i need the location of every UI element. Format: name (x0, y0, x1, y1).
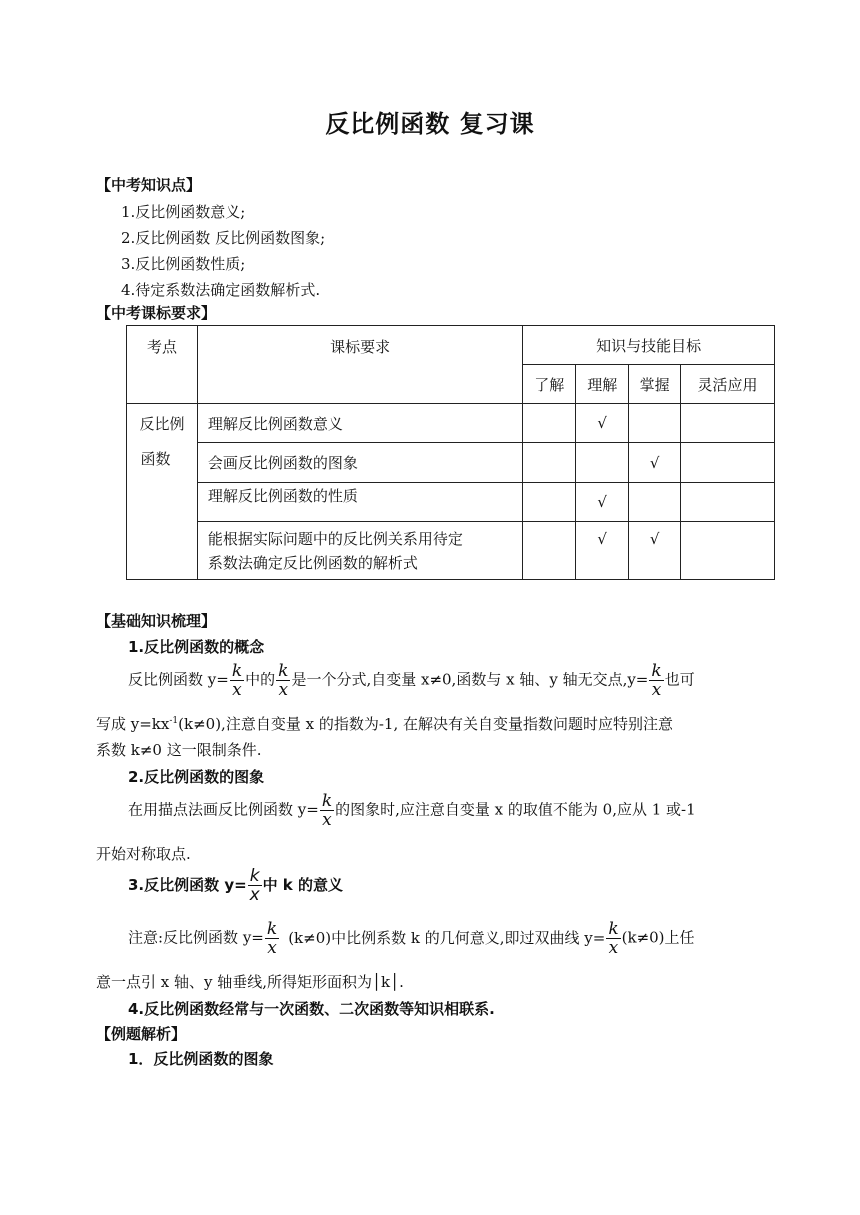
topic-cell (127, 404, 198, 580)
mark-cell (681, 483, 775, 522)
level-liaojie: 了解 (523, 365, 576, 404)
frac-den: x (608, 938, 619, 958)
section-header-basics: 【基础知识梳理】 (96, 612, 217, 630)
para-3-line-1 (128, 920, 695, 957)
mark-cell (523, 404, 576, 443)
mark-cell: √ (576, 404, 629, 443)
mark-cell: √ (576, 522, 629, 580)
mark-cell: √ (576, 483, 629, 522)
mark-cell (523, 483, 576, 522)
mark-cell (681, 404, 775, 443)
level-zhangwo: 掌握 (629, 365, 681, 404)
mark-cell (523, 443, 576, 483)
req-row-4-line-2: 系数法确定反比例函数的解析式 (207, 553, 418, 572)
req-row-4-line-1: 能根据实际问题中的反比例关系用待定 (207, 529, 463, 548)
text-span: 也可 (664, 670, 695, 689)
para-1-line-3: 系数 k≠0 这一限制条件. (96, 741, 262, 759)
level-linghuo: 灵活应用 (681, 365, 775, 404)
text-span: 反比例函数 y= (128, 670, 229, 689)
header-biaozhun: 课标要求 (197, 326, 522, 404)
section-header-standards: 【中考课标要求】 (96, 304, 217, 322)
frac-num: k (249, 866, 260, 886)
fraction-k-over-x (248, 867, 262, 904)
level-lijie: 理解 (576, 365, 629, 404)
mark-cell (576, 443, 629, 483)
fraction-k-over-x (606, 920, 620, 957)
text-span: (k≠0),注意自变量 x 的指数为-1, 在解决有关自变量指数问题时应特别注意 (178, 715, 673, 733)
knowledge-item-2: 2.反比例函数 反比例函数图象; (121, 229, 326, 247)
text-span: (k≠0)中比例系数 k 的几何意义,即过双曲线 y= (288, 928, 606, 947)
mark-cell (629, 483, 681, 522)
req-row-3: 理解反比例函数的性质 (197, 483, 522, 522)
text-span: 中 k 的意义 (262, 876, 343, 894)
mark-cell (523, 522, 576, 580)
para-3-line-2: 意一点引 x 轴、y 轴垂线,所得矩形面积为│k│. (96, 973, 404, 991)
standards-table (126, 325, 775, 580)
fraction-k-over-x (320, 792, 334, 829)
para-1-line-1 (128, 662, 695, 699)
frac-den: x (249, 885, 260, 905)
knowledge-item-4: 4.待定系数法确定函数解析式. (121, 281, 321, 299)
mark-cell: √ (629, 522, 681, 580)
subsection-2-title: 2.反比例函数的图象 (128, 768, 265, 786)
frac-den: x (322, 810, 332, 830)
subsection-3-title (128, 867, 343, 904)
text-span: 在用描点法画反比例函数 y= (128, 800, 319, 819)
text-span: 注意:反比例函数 y= (128, 928, 264, 947)
section-header-examples: 【例题解析】 (96, 1025, 187, 1043)
fraction-k-over-x (265, 920, 279, 957)
frac-den: x (232, 680, 242, 700)
knowledge-item-3: 3.反比例函数性质; (121, 255, 246, 273)
frac-num: k (266, 919, 278, 939)
req-row-2: 会画反比例函数的图象 (197, 443, 522, 483)
frac-den: x (651, 680, 662, 700)
frac-num: k (231, 661, 243, 681)
frac-num: k (651, 661, 662, 681)
text-span: 3.反比例函数 y= (128, 876, 247, 894)
mark-cell (681, 522, 775, 580)
mark-cell (629, 404, 681, 443)
frac-num: k (278, 661, 289, 681)
para-2-line-1 (128, 792, 696, 829)
topic-line-1: 反比例 (139, 415, 185, 433)
frac-num: k (608, 919, 619, 939)
text-span: 的图象时,应注意自变量 x 的取值不能为 0,应从 1 或-1 (335, 800, 696, 819)
fraction-k-over-x (649, 662, 663, 699)
page-title: 反比例函数 复习课 (325, 110, 535, 138)
req-row-1: 理解反比例函数意义 (197, 404, 522, 443)
mark-cell (681, 443, 775, 483)
text-span: (k≠0)上任 (621, 928, 695, 947)
exponent: -1 (169, 716, 179, 726)
frac-num: k (321, 791, 333, 811)
fraction-k-over-x (230, 662, 244, 699)
para-2-line-2: 开始对称取点. (96, 845, 191, 863)
topic-line-2: 函数 (140, 450, 171, 468)
text-span: 写成 y=kx (96, 715, 170, 733)
header-kaodian: 考点 (127, 326, 198, 404)
frac-den: x (278, 680, 289, 700)
subsection-1-title: 1.反比例函数的概念 (128, 638, 265, 656)
fraction-k-over-x (276, 662, 290, 699)
mark-cell: √ (629, 443, 681, 483)
subsection-4-title: 4.反比例函数经常与一次函数、二次函数等知识相联系. (128, 1000, 495, 1018)
example-item-1: 1．反比例函数的图象 (128, 1050, 274, 1068)
text-span: 中的 (245, 670, 276, 689)
header-mubiao: 知识与技能目标 (523, 326, 775, 365)
text-span: 是一个分式,自变量 x≠0,函数与 x 轴、y 轴无交点,y= (291, 670, 649, 689)
knowledge-item-1: 1.反比例函数意义; (121, 203, 246, 221)
req-row-4 (197, 522, 522, 580)
frac-den: x (267, 938, 277, 958)
section-header-knowledge: 【中考知识点】 (96, 176, 202, 194)
para-1-line-2 (96, 713, 673, 734)
